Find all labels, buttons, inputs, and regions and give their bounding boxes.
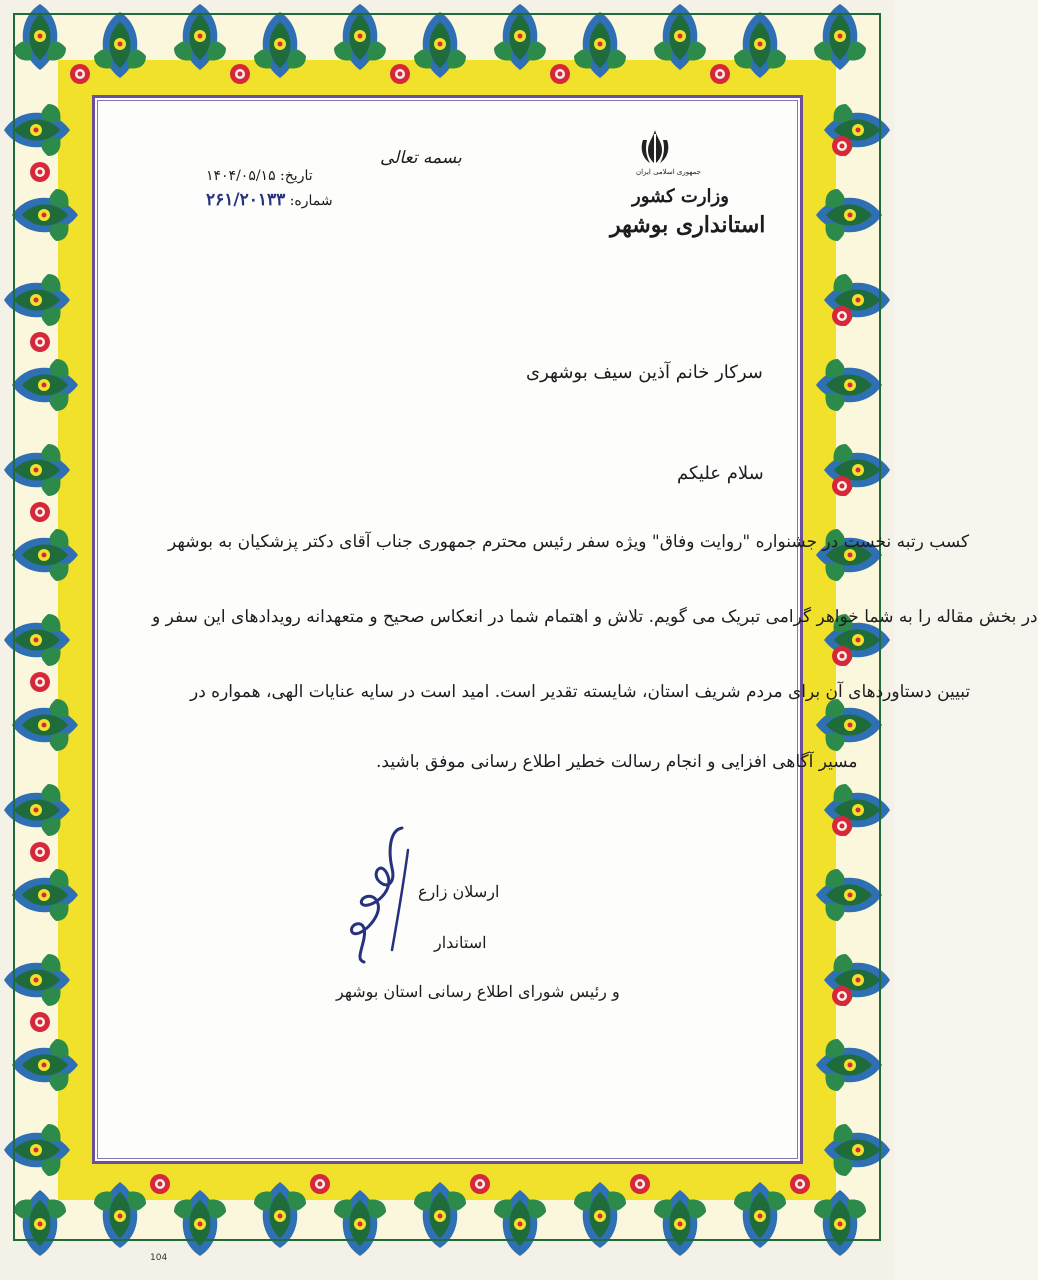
signatory-role: و رئیس شورای اطلاع رسانی استان بوشهر <box>336 982 620 1001</box>
number-row <box>206 190 333 210</box>
iran-emblem-icon <box>638 128 672 168</box>
body-line: کسب رتبه نخست در جشنواره "روایت وفاق" ویژه سفر رئیس محترم جمهوری جناب آقای دکتر پزشکیان به بوشهر <box>168 532 970 552</box>
body-line: تبیین دستاوردهای آن برای مردم شریف استان، شایسته تقدیر است. امید است در سایه عنایات الهی، همواره در <box>190 682 971 702</box>
body-line: در بخش مقاله را به شما خواهر گرامی تبریک می گویم. تلاش و اهتمام شما در انعکاس صحیح و متعهدانه رویدادهای این سفر و <box>152 607 1038 627</box>
governorate-name: استانداری بوشهر <box>610 212 766 238</box>
body-line: مسیر آگاهی افزایی و انجام رسالت خطیر اطلاع رسانی موفق باشید. <box>376 752 858 772</box>
date-value: ۱۴۰۴/۰۵/۱۵ <box>206 168 276 184</box>
republic-label: جمهوری اسلامی ایران <box>636 168 701 176</box>
print-code: 104 <box>150 1253 168 1263</box>
number-label: شماره: <box>289 193 333 209</box>
recipient: سرکار خانم آذین سیف بوشهری <box>526 362 763 383</box>
letter-body-panel <box>92 95 803 1164</box>
date-row <box>206 168 313 184</box>
invocation: بسمه تعالی <box>380 148 462 168</box>
handwritten-signature <box>338 820 428 970</box>
ministry-name: وزارت کشور <box>632 186 729 207</box>
signatory-title: استاندار <box>434 933 487 952</box>
greeting: سلام علیکم <box>677 463 764 484</box>
signatory-name: ارسلان زارع <box>418 882 500 901</box>
date-label: تاریخ: <box>280 168 313 184</box>
number-value: ۲۶۱/۲۰۱۳۳ <box>206 190 286 210</box>
